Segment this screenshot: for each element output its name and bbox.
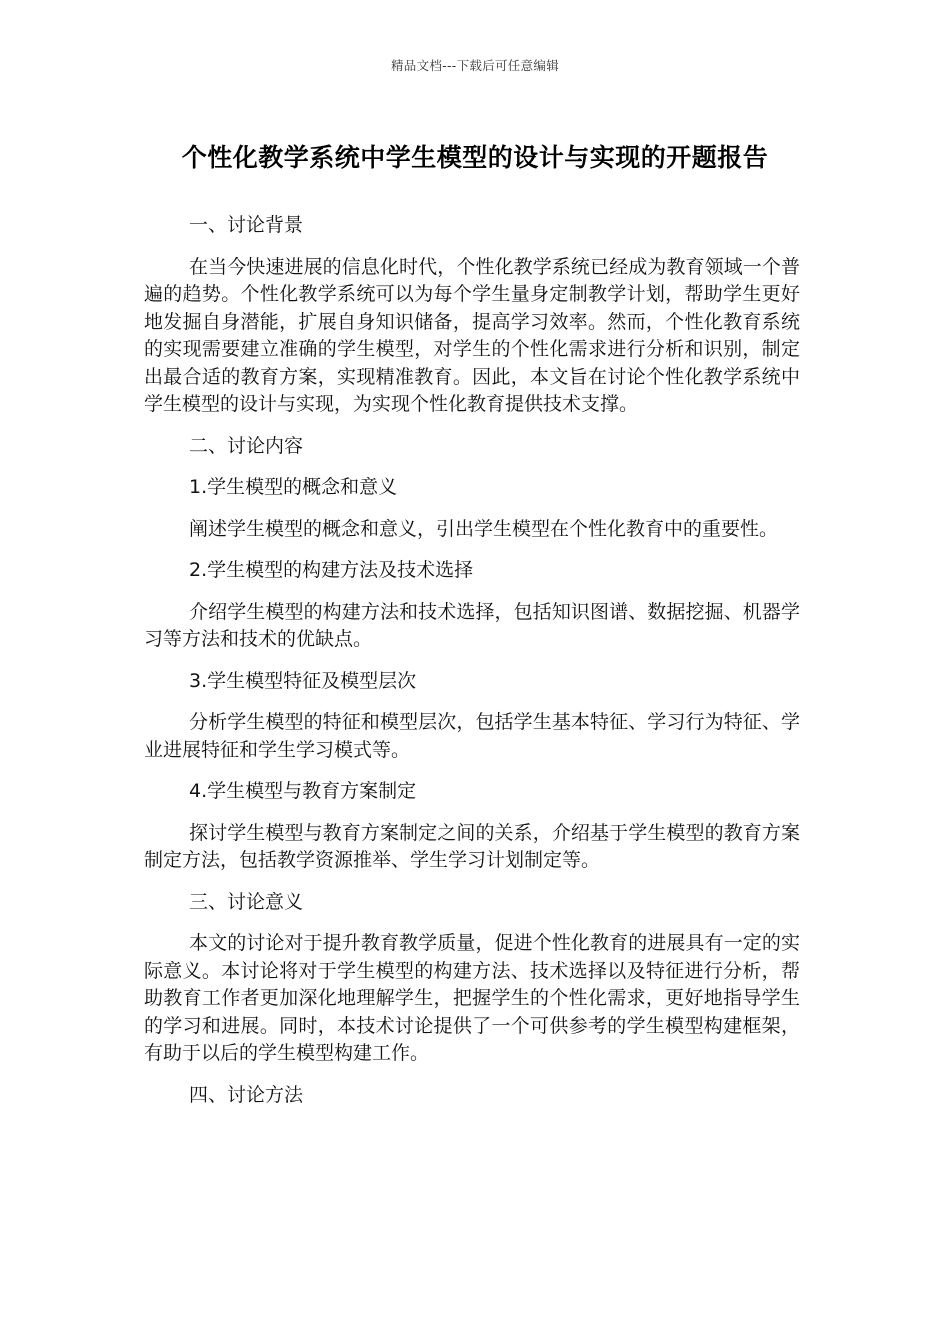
section-heading-background: 一、讨论背景 — [189, 214, 304, 236]
document-title: 个性化教学系统中学生模型的设计与实现的开题报告 — [181, 143, 769, 172]
paragraph-concept: 阐述学生模型的概念和意义，引出学生模型在个性化教育中的重要性。 — [189, 517, 779, 540]
paragraph-background: 在当今快速进展的信息化时代，个性化教学系统已经成为教育领域一个普遍的趋势。个性化教学系统可以为每个学生量身定制教学计划，帮助学生更好地发掘自身潜能，扩展自身知识储备，提高学习效率。然而，个性化教育系统的实现需要建立准确的学生模型，对学生的个性化需求进行分析和识别，制定出最合适的教育方案，实现精准教育。因此，本文旨在讨论个性化教学系统中学生模型的设计与实现，为实现个性化教育提供技术支撑。 — [144, 255, 800, 415]
section-heading-content: 二、讨论内容 — [189, 434, 304, 457]
paragraph-plan: 探讨学生模型与教育方案制定之间的关系，介绍基于学生模型的教育方案制定方法，包括教学资源推举、学生学习计划制定等。 — [144, 821, 800, 871]
paragraph-significance: 本文的讨论对于提升教育教学质量，促进个性化教育的进展具有一定的实际意义。本讨论将对于学生模型的构建方法、技术选择以及特征进行分析，帮助教育工作者更加深化地理解学生，把握学生的个性化需求，更好地指导学生的学习和进展。同时，本技术讨论提供了一个可供参考的学生模型构建框架，有助于以后的学生模型构建工作。 — [144, 932, 800, 1064]
section-heading-method: 四、讨论方法 — [189, 1083, 304, 1106]
page-header: 精品文档---下载后可任意编辑 — [390, 58, 560, 73]
subheading-features: 3.学生模型特征及模型层次 — [189, 669, 417, 692]
subheading-construction: 2.学生模型的构建方法及技术选择 — [189, 559, 474, 581]
paragraph-construction: 介绍学生模型的构建方法和技术选择，包括知识图谱、数据挖掘、机器学习等方法和技术的优缺点。 — [144, 600, 800, 650]
subheading-concept: 1.学生模型的概念和意义 — [189, 476, 398, 498]
paragraph-features: 分析学生模型的特征和模型层次，包括学生基本特征、学习行为特征、学业进展特征和学生学习模式等。 — [144, 711, 800, 761]
document-body — [144, 212, 800, 1123]
section-heading-significance: 三、讨论意义 — [189, 890, 304, 913]
subheading-plan: 4.学生模型与教育方案制定 — [189, 780, 417, 802]
